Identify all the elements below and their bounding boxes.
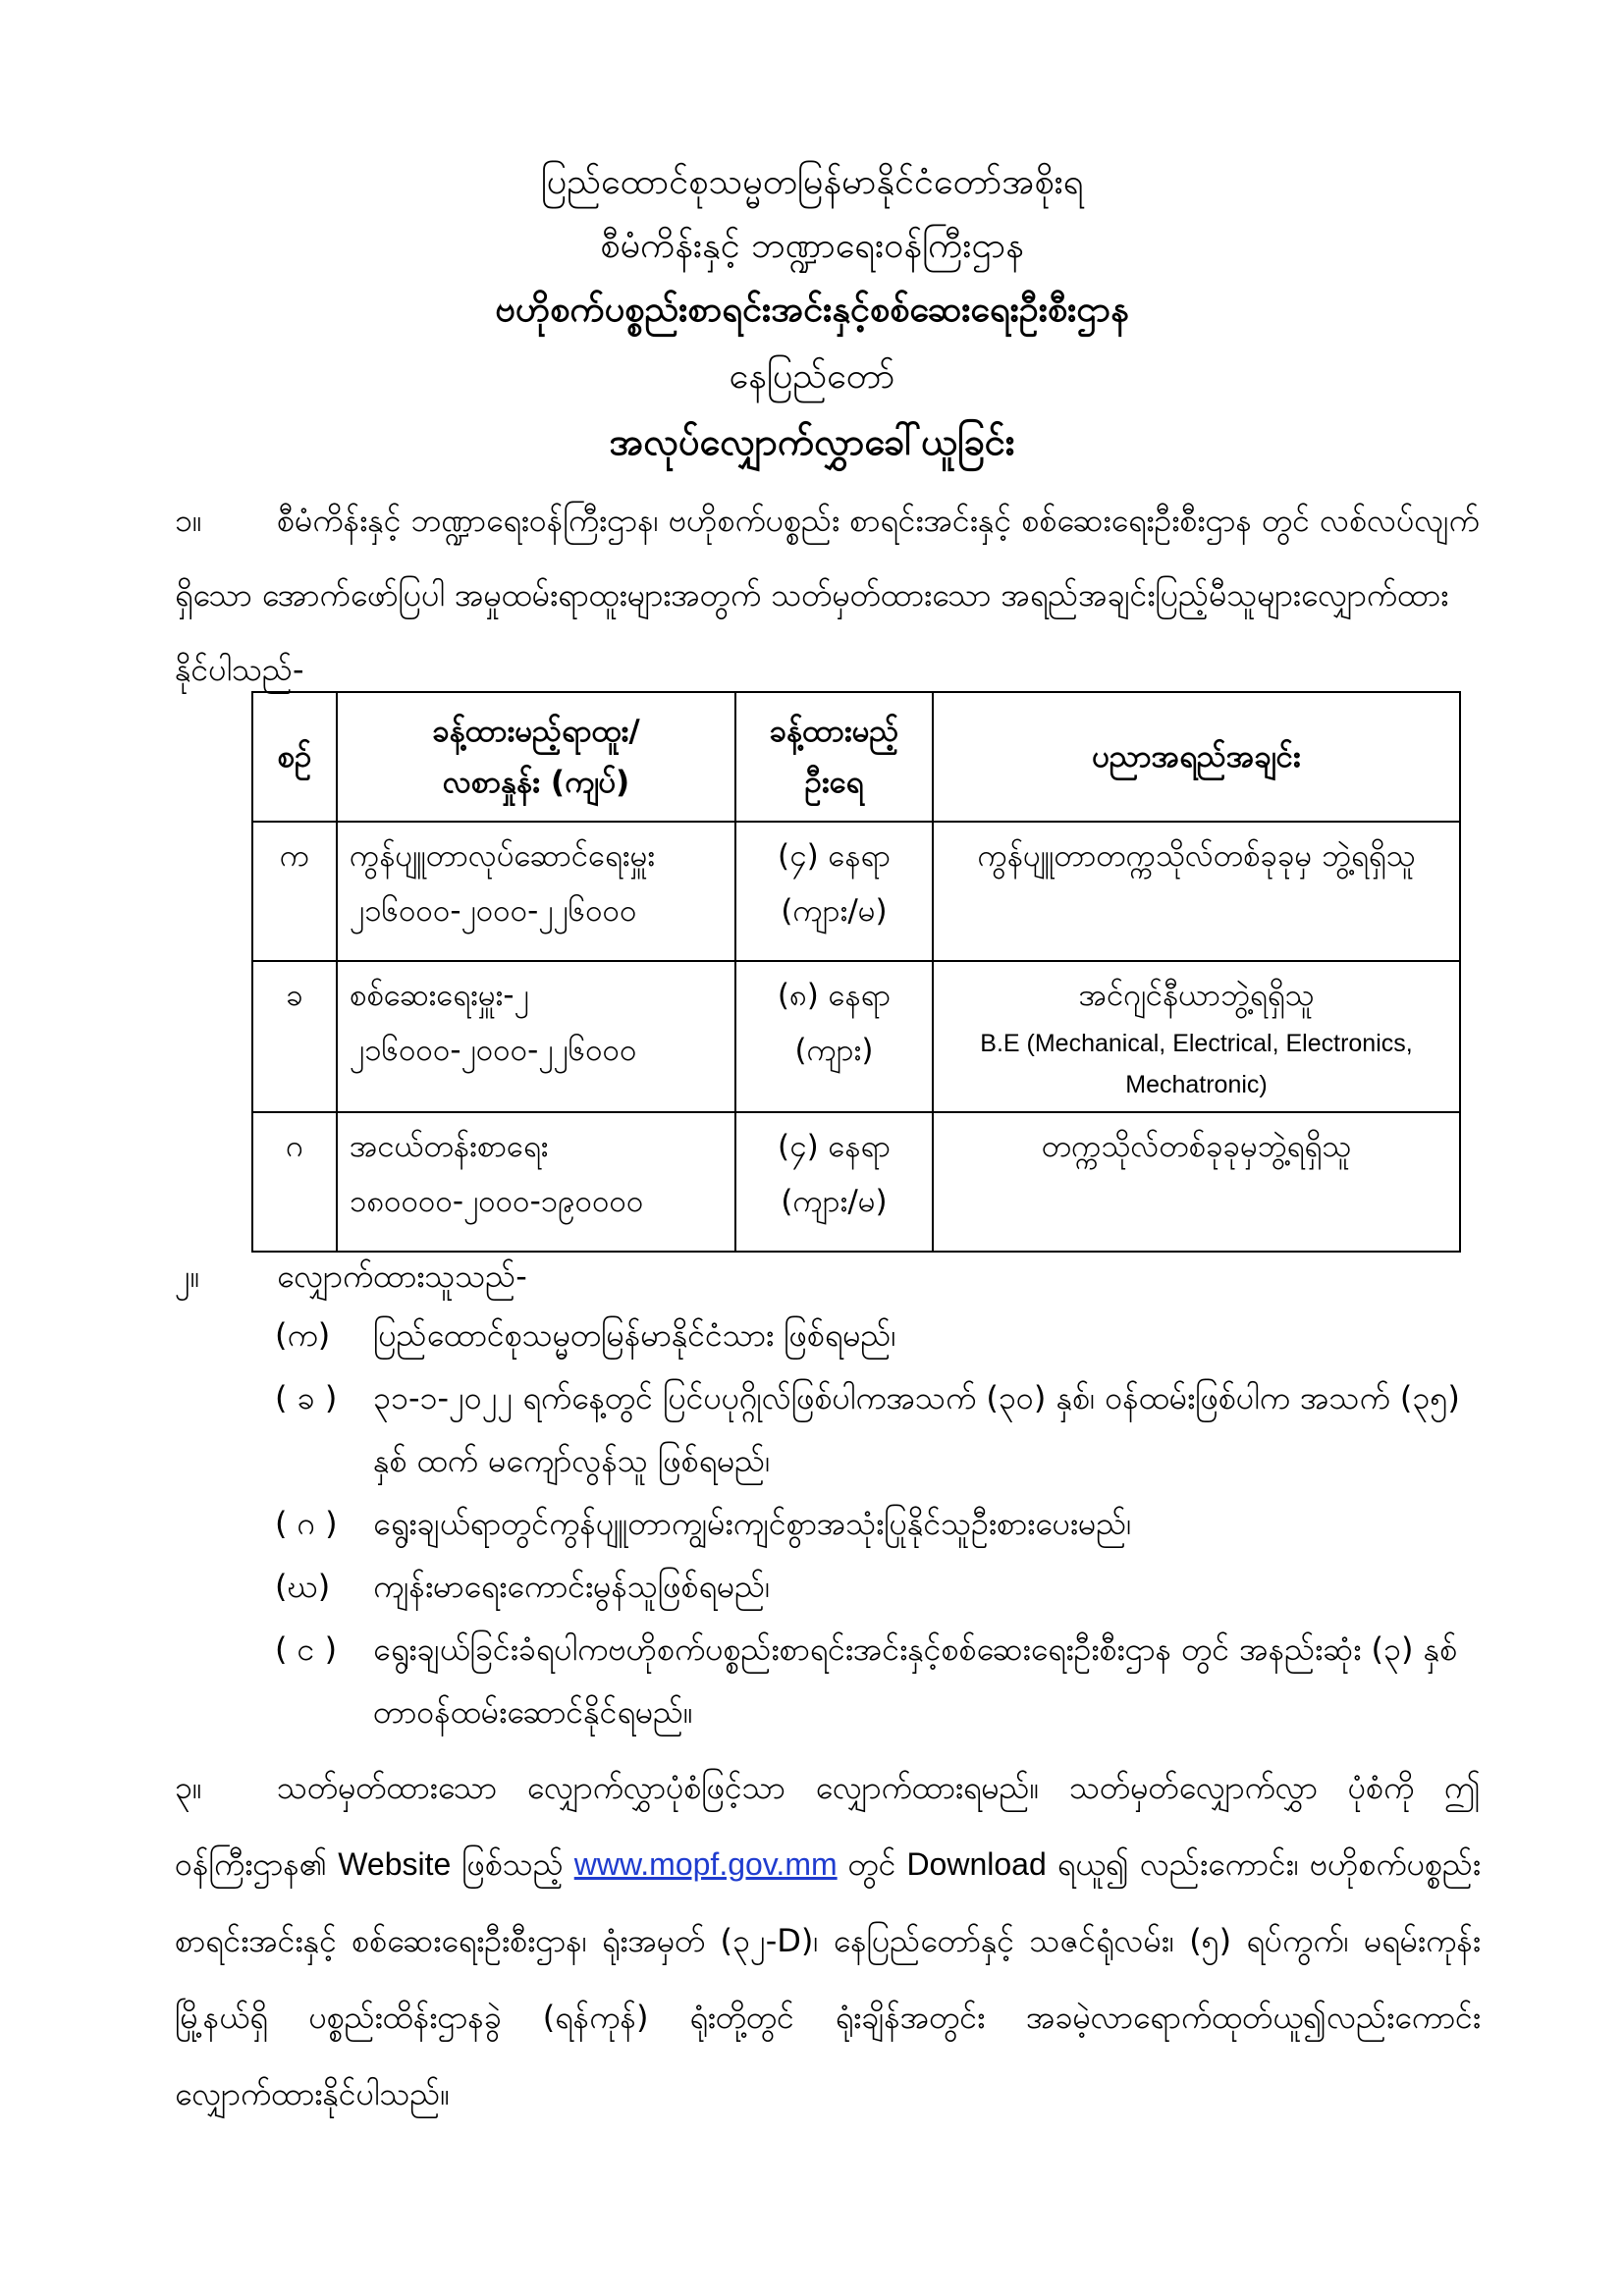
row-qualification xyxy=(933,961,1460,1112)
government-title: ပြည်ထောင်စုသမ္မတမြန်မာနိုင်ငံတော်အစိုးရ xyxy=(540,162,1084,202)
paragraph-text-d: ရယူ၍ လည်းကောင်း၊ ဗဟိုစက်ပစ္စည်းစာရင်းအင်းနှင့် စစ်ဆေးရေးဦးစီးဌာန၊ ရုံးအမှတ် (၃၂-D)၊ နေပြည်တော်နှင့် သဇင်ရုံလမ်း၊ (၅) ရပ်ကွက်၊ မရမ်းကုန်းမြို့နယ်ရှိ ပစ္စည်းထိန်းဌာနခွဲ (ရန်ကုန်) ရုံးတို့တွင် ရုံးချိန်အတွင်း အခမဲ့လာရောက်ထုတ်ယူ၍လည်းကောင်း လျှောက်ထားနိုင်ပါသည်။ xyxy=(175,1845,1482,2112)
qualification-text: ကွန်ပျူတာတက္ကသိုလ်တစ်ခုခုမှ ဘွဲ့ရရှိသူ xyxy=(977,838,1416,874)
row-qualification xyxy=(933,1112,1460,1252)
row-post xyxy=(337,961,735,1112)
post-salary: ၁၈၀၀၀၀-၂၀၀၀-၁၉၀၀၀၀ xyxy=(350,1184,644,1219)
list-item xyxy=(275,1366,1492,1492)
qualification-text: အင်ဂျင်နီယာဘွဲ့ရရှိသူ xyxy=(1078,978,1315,1013)
header-index: စဉ် xyxy=(252,692,337,822)
department-title: ဗဟိုစက်ပစ္စည်းစာရင်းအင်းနှင့်စစ်ဆေးရေးဦးစီးဌာန xyxy=(495,290,1129,330)
post-salary: ၂၁၆၀၀၀-၂၀၀၀-၂၂၆၀၀၀ xyxy=(350,893,637,929)
list-marker: ( ခ ) xyxy=(275,1379,338,1416)
list-text: ၃၁-၁-၂၀၂၂ ရက်နေ့တွင် ပြင်ပပုဂ္ဂိုလ်ဖြစ်ပါကအသက် (၃၀) နှစ်၊ ဝန်ထမ်းဖြစ်ပါက အသက် (၃၅) နှစ် ထက် မကျော်လွန်သူ ဖြစ်ရမည်၊ xyxy=(373,1379,1460,1479)
website-word: Website xyxy=(338,1846,452,1882)
qualification-degree-detail: B.E (Mechanical, Electrical, Electronics, Mechatronic) xyxy=(980,1030,1413,1098)
requirements-list xyxy=(275,1304,1492,1743)
list-text: ကျန်းမာရေးကောင်းမွန်သူဖြစ်ရမည်၊ xyxy=(373,1568,771,1605)
paragraph-2 xyxy=(175,1239,1481,1313)
list-text: ရွေးချယ်ခြင်းခံရပါကဗဟိုစက်ပစ္စည်းစာရင်းအင်းနှင့်စစ်ဆေးရေးဦးစီးဌာန တွင် အနည်းဆုံး (၃) နှစ် တာဝန်ထမ်းဆောင်နိုင်ရမည်။ xyxy=(373,1630,1458,1731)
post-gender: (ကျား/မ) xyxy=(781,1184,888,1219)
row-count xyxy=(735,961,933,1112)
list-text: ပြည်ထောင်စုသမ္မတမြန်မာနိုင်ငံသား ဖြစ်ရမည်၊ xyxy=(373,1316,896,1354)
list-marker: ( င ) xyxy=(275,1630,338,1668)
table-row xyxy=(252,822,1460,961)
table-row xyxy=(252,961,1460,1112)
website-link[interactable]: www.mopf.gov.mm xyxy=(573,1846,838,1882)
post-count: (၈) နေရာ xyxy=(777,978,892,1013)
row-count xyxy=(735,1112,933,1252)
post-salary: ၂၁၆၀၀၀-၂၀၀၀-၂၂၆၀၀၀ xyxy=(350,1033,637,1068)
post-count: (၄) နေရာ xyxy=(778,838,891,874)
post-gender: (ကျား/မ) xyxy=(781,893,888,929)
header-post-line1: ခန့်ထားမည့်ရာထူး/ xyxy=(432,714,640,749)
paragraph-text-c: တွင် xyxy=(847,1845,896,1883)
paragraph-number: ၁။ xyxy=(175,502,202,539)
list-marker: ( ဂ ) xyxy=(275,1505,338,1542)
header-count-line1: ခန့်ထားမည့် xyxy=(769,714,899,749)
header-post xyxy=(337,692,735,822)
paragraph-3 xyxy=(175,1749,1481,2132)
row-post xyxy=(337,822,735,961)
row-index: ဂ xyxy=(252,1112,337,1252)
paragraph-number: ၃။ xyxy=(175,1769,202,1806)
post-name: ကွန်ပျူတာလုပ်ဆောင်ရေးမှူး xyxy=(350,838,656,874)
location-title: နေပြည်တော် xyxy=(729,356,895,397)
table-row xyxy=(252,1112,1460,1252)
header-count-line2: ဦးရေ xyxy=(804,765,864,800)
post-gender: (ကျား) xyxy=(794,1033,874,1068)
paragraph-text: လျှောက်ထားသူသည်- xyxy=(277,1257,527,1295)
row-index: က xyxy=(252,822,337,961)
post-name: စစ်ဆေးရေးမှူး-၂ xyxy=(350,978,529,1013)
list-marker: (က) xyxy=(275,1316,331,1354)
ministry-title: စီမံကိန်းနှင့် ဘဏ္ဍာရေးဝန်ကြီးဌာန xyxy=(600,226,1024,266)
list-marker: (ဃ) xyxy=(275,1568,331,1605)
row-index: ခ xyxy=(252,961,337,1112)
post-count: (၄) နေရာ xyxy=(778,1129,891,1164)
row-count xyxy=(735,822,933,961)
qualification-text: တက္ကသိုလ်တစ်ခုခုမှဘွဲ့ရရှိသူ xyxy=(1041,1129,1352,1164)
list-item xyxy=(275,1555,1492,1618)
list-item xyxy=(275,1618,1492,1743)
row-qualification xyxy=(933,822,1460,961)
paragraph-text-b: ဖြစ်သည့် xyxy=(461,1845,564,1883)
list-item xyxy=(275,1304,1492,1366)
paragraph-text-a: သတ်မှတ်ထားသော လျှောက်လွှာပုံစံဖြင့်သာ လျှောက်ထားရမည်။ သတ်မှတ်လျှောက်လွှာ ပုံစံကို ဤဝန်ကြီးဌာန၏ xyxy=(175,1769,1482,1883)
paragraph-number: ၂။ xyxy=(175,1257,200,1295)
post-name: အငယ်တန်းစာရေး xyxy=(350,1129,549,1164)
table-header-row xyxy=(252,692,1460,822)
paragraph-text: စီမံကိန်းနှင့် ဘဏ္ဍာရေးဝန်ကြီးဌာန၊ ဗဟိုစက်ပစ္စည်း စာရင်းအင်းနှင့် စစ်ဆေးရေးဦးစီးဌာန တွင် လစ်လပ်လျက်ရှိသော အောက်ဖော်ပြပါ အမှုထမ်းရာထူးများအတွက် သတ်မှတ်ထားသော အရည်အချင်းပြည့်မီသူများလျှောက်ထားနိုင်ပါသည်- xyxy=(175,502,1480,688)
vacancy-table xyxy=(251,691,1461,1253)
announcement-title: အလုပ်လျှောက်လွှာခေါ်ယူခြင်း xyxy=(609,420,1015,463)
list-item xyxy=(275,1492,1492,1555)
paragraph-1 xyxy=(175,483,1481,707)
header-post-line2: လစာနှုန်း (ကျပ်) xyxy=(442,765,630,800)
list-text: ရွေးချယ်ရာတွင်ကွန်ပျူတာကျွမ်းကျင်စွာအသုံးပြုနိုင်သူဦးစားပေးမည်၊ xyxy=(373,1505,1132,1542)
header-count xyxy=(735,692,933,822)
header-qualification: ပညာအရည်အချင်း xyxy=(933,692,1460,822)
download-word: Download xyxy=(906,1846,1047,1882)
row-post xyxy=(337,1112,735,1252)
